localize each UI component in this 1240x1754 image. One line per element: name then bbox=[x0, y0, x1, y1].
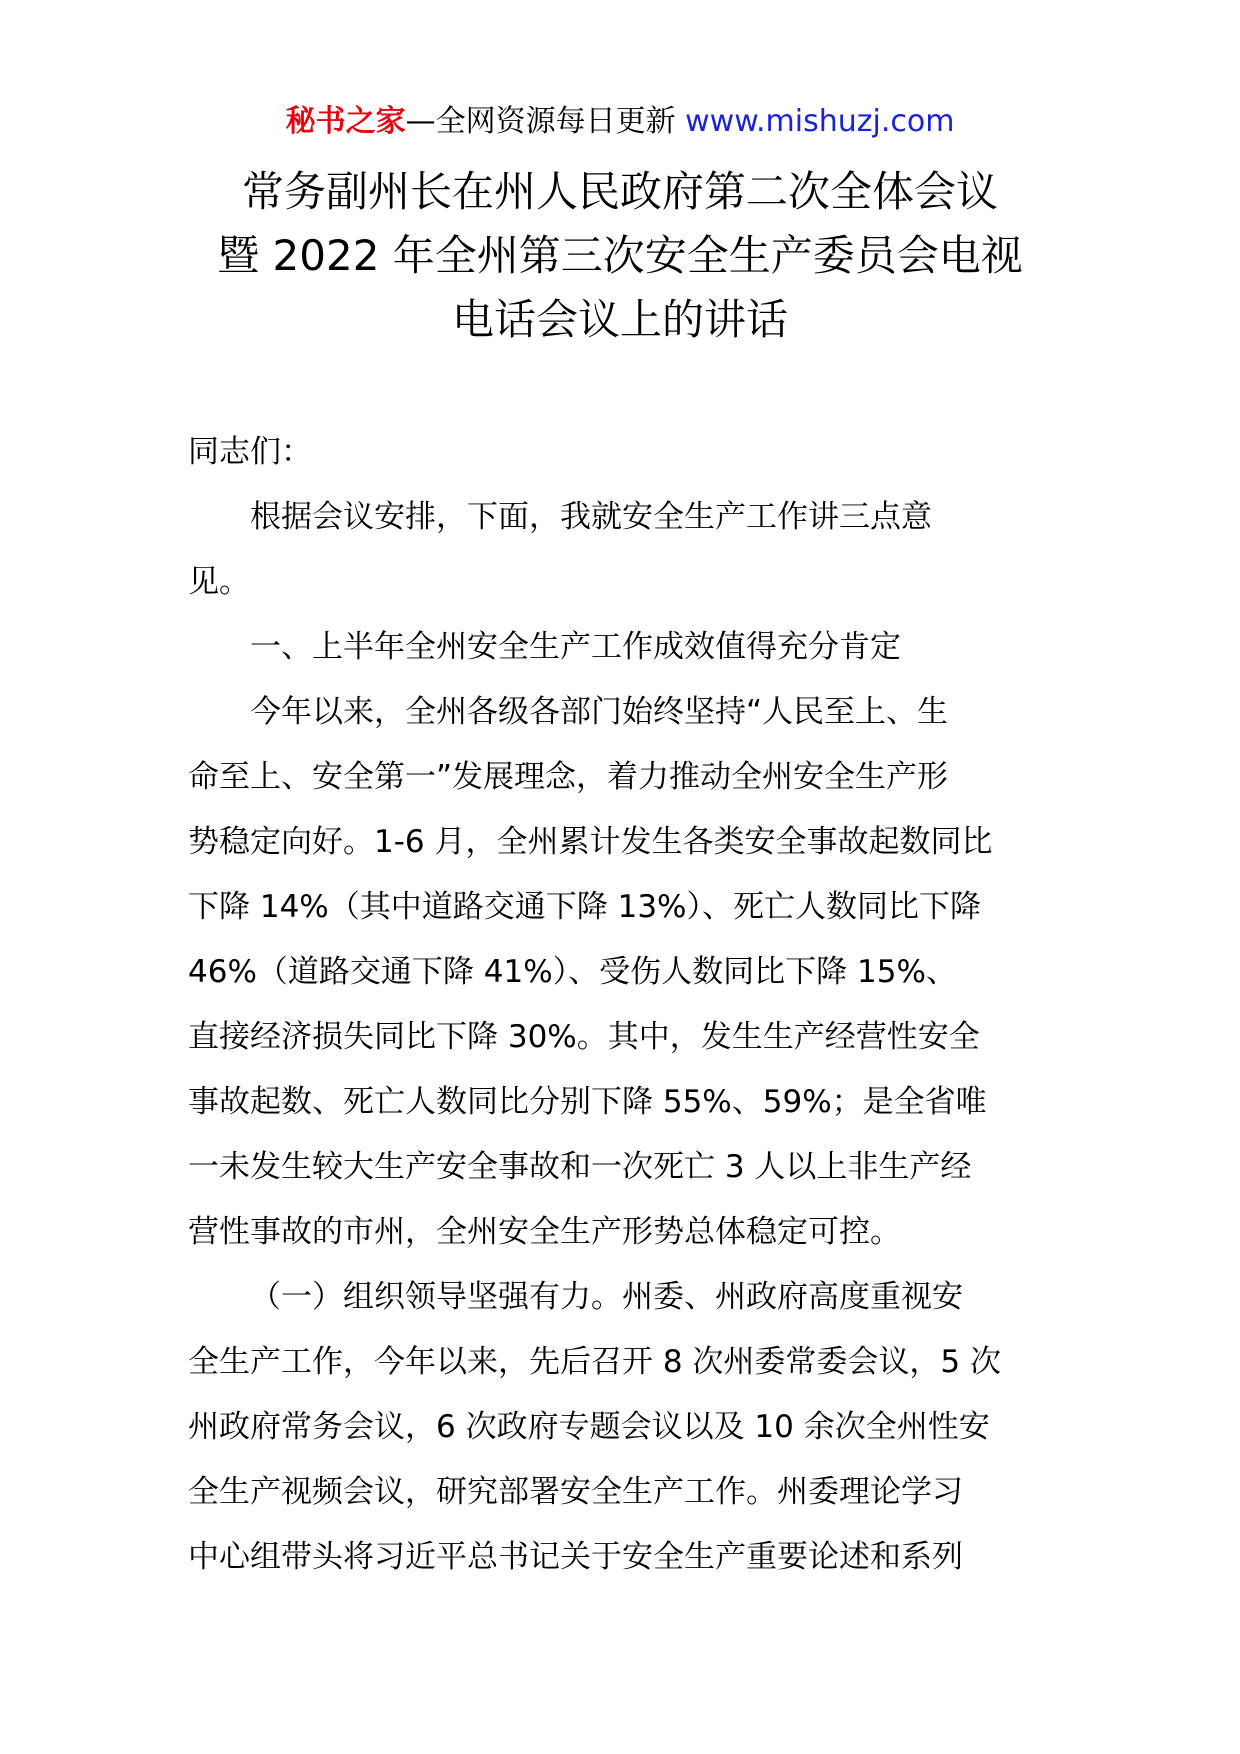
text-line: 直接经济损失同比下降 30%。其中，发生生产经营性安全 bbox=[188, 1019, 980, 1055]
title-line: 电话会议上的讲话 bbox=[451, 295, 788, 344]
brand-name: 秘书之家 bbox=[285, 104, 406, 139]
text-line: （一）组织领导坚强有力。州委、州政府高度重视安 bbox=[250, 1279, 963, 1315]
text-line: 46%（道路交通下降 41%）、受伤人数同比下降 15%、 bbox=[188, 954, 957, 990]
text-line: 事故起数、死亡人数同比分别下降 55%、59%；是全省唯 bbox=[188, 1084, 987, 1120]
document-title bbox=[170, 160, 1070, 352]
text-line: 命至上、安全第一”发展理念，着力推动全州安全生产形 bbox=[188, 759, 949, 795]
paragraph-achievements bbox=[188, 680, 1058, 1265]
text-line: 营性事故的市州，全州安全生产形势总体稳定可控。 bbox=[188, 1214, 901, 1250]
paragraph-leadership bbox=[188, 1265, 1058, 1590]
intro-paragraph bbox=[188, 485, 1058, 615]
text-line: 见。 bbox=[188, 564, 250, 600]
text-line: 一未发生较大生产安全事故和一次死亡 3 人以上非生产经 bbox=[188, 1149, 972, 1185]
text-line: 全生产工作，今年以来，先后召开 8 次州委常委会议，5 次 bbox=[188, 1344, 1002, 1380]
text-line: 全生产视频会议，研究部署安全生产工作。州委理论学习 bbox=[188, 1474, 963, 1510]
text-line: 根据会议安排，下面，我就安全生产工作讲三点意 bbox=[250, 499, 932, 535]
section-heading: 一、上半年全州安全生产工作成效值得充分肯定 bbox=[250, 629, 901, 665]
site-url-link[interactable]: www.mishuzj.com bbox=[685, 104, 955, 139]
greeting: 同志们： bbox=[188, 434, 312, 470]
document-body bbox=[188, 420, 1058, 1590]
title-line: 常务副州长在州人民政府第二次全体会议 bbox=[241, 167, 998, 216]
title-line: 暨 2022 年全州第三次安全生产委员会电视 bbox=[217, 231, 1023, 280]
text-line: 州政府常务会议，6 次政府专题会议以及 10 余次全州性安 bbox=[188, 1409, 990, 1445]
header-tagline: —全网资源每日更新 bbox=[405, 104, 676, 139]
text-line: 中心组带头将习近平总书记关于安全生产重要论述和系列 bbox=[188, 1539, 963, 1575]
text-line: 下降 14%（其中道路交通下降 13%）、死亡人数同比下降 bbox=[188, 889, 982, 925]
text-line: 势稳定向好。1-6 月，全州累计发生各类安全事故起数同比 bbox=[188, 824, 993, 860]
site-header bbox=[0, 102, 1240, 142]
text-line: 今年以来，全州各级各部门始终坚持“人民至上、生 bbox=[250, 694, 949, 730]
